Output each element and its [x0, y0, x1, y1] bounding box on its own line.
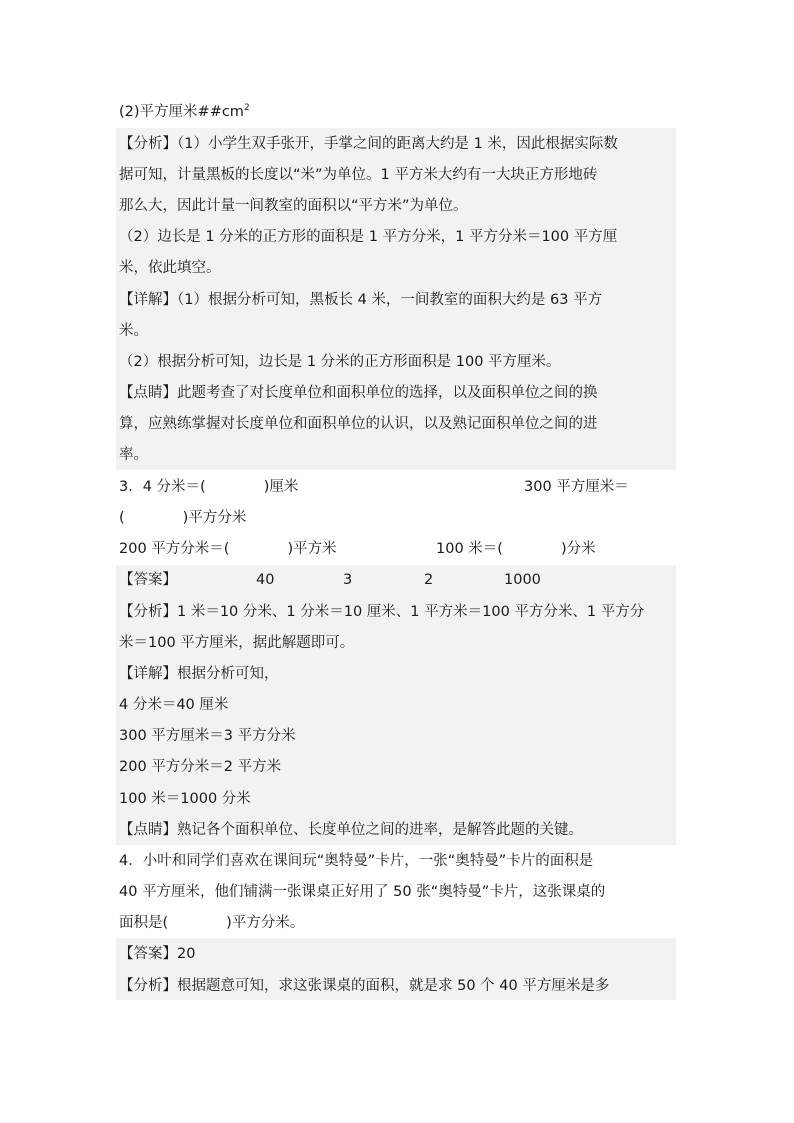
q4-stem-line: 40 平方厘米，他们铺满一张课桌正好用了 50 张“奥特曼”卡片，这张课桌的	[119, 884, 606, 900]
q3-analysis-line: 米＝100 平方厘米，据此解题即可。	[119, 635, 355, 651]
q2-detail-line: （2）根据分析可知，边长是 1 分米的正方形面积是 100 平方厘米。	[119, 354, 561, 370]
q4-stem-line: 面积是( )平方分米。	[119, 915, 305, 931]
superscript: 2	[243, 103, 250, 114]
q3-stem-part-b: 300 平方厘米＝	[524, 479, 629, 495]
q4-answer-line: 【答案】20	[119, 946, 196, 962]
q3-answer-value: 2	[424, 572, 434, 588]
q2-comment-line: 率。	[119, 447, 148, 463]
q2-analysis-line: 据可知，计量黑板的长度以“米”为单位。1 平方米大约有一大块正方形地砖	[119, 167, 598, 183]
q3-detail-line: 【详解】根据分析可知，	[119, 666, 279, 682]
q2-comment-line: 【点睛】此题考查了对长度单位和面积单位的选择，以及面积单位之间的换	[119, 385, 598, 401]
q2-analysis-line: 米，依此填空。	[119, 260, 221, 276]
q3-detail-line: 200 平方分米＝2 平方米	[119, 759, 282, 775]
part2-title: (2)平方厘米$\#\#cm^2$	[119, 103, 250, 120]
q4-stem-line: 4．小叶和同学们喜欢在课间玩“奥特曼”卡片，一张“奥特曼”卡片的面积是	[119, 853, 594, 869]
q2-detail-line: 米。	[119, 323, 148, 339]
q4-analysis-line: 【分析】根据题意可知，求这张课桌的面积，就是求 50 个 40 平方厘米是多	[119, 978, 610, 994]
q2-analysis-line: 那么大，因此计量一间教室的面积以“平方米”为单位。	[119, 198, 468, 214]
q2-detail-line: 【详解】（1）根据分析可知，黑板长 4 米，一间教室的面积大约是 63 平方	[119, 292, 603, 308]
q3-answer-value: 40	[256, 572, 275, 588]
q3-detail-line: 4 分米＝40 厘米	[119, 697, 229, 713]
q2-analysis-line: 【分析】（1）小学生双手张开，手掌之间的距离大约是 1 米，因此根据实际数	[119, 136, 618, 152]
q3-detail-line: 300 平方厘米＝3 平方分米	[119, 728, 296, 744]
q3-stem-part-d: 200 平方分米＝( )平方米	[119, 541, 337, 557]
q3-analysis-line: 【分析】1 米＝10 分米、1 分米＝10 厘米、1 平方米＝100 平方分米、1 平方分	[119, 604, 645, 620]
q3-stem-part-a: 3．4 分米＝( )厘米	[119, 479, 299, 495]
q3-answer-value: 3	[343, 572, 353, 588]
q2-comment-line: 算，应熟练掌握对长度单位和面积单位的认识，以及熟记面积单位之间的进	[119, 416, 598, 432]
q2-analysis-line: （2）边长是 1 分米的正方形的面积是 1 平方分米，1 平方分米＝100 平方厘	[119, 229, 618, 245]
q3-detail-line: 100 米＝1000 分米	[119, 791, 251, 807]
q3-comment-line: 【点睛】熟记各个面积单位、长度单位之间的进率，是解答此题的关键。	[119, 822, 583, 838]
q3-answer-label: 【答案】	[119, 572, 177, 588]
q3-answer-value: 1000	[504, 572, 541, 588]
q3-stem-part-e: 100 米＝( )分米	[436, 541, 596, 557]
q3-stem-part-c: ( )平方分米	[119, 510, 247, 526]
